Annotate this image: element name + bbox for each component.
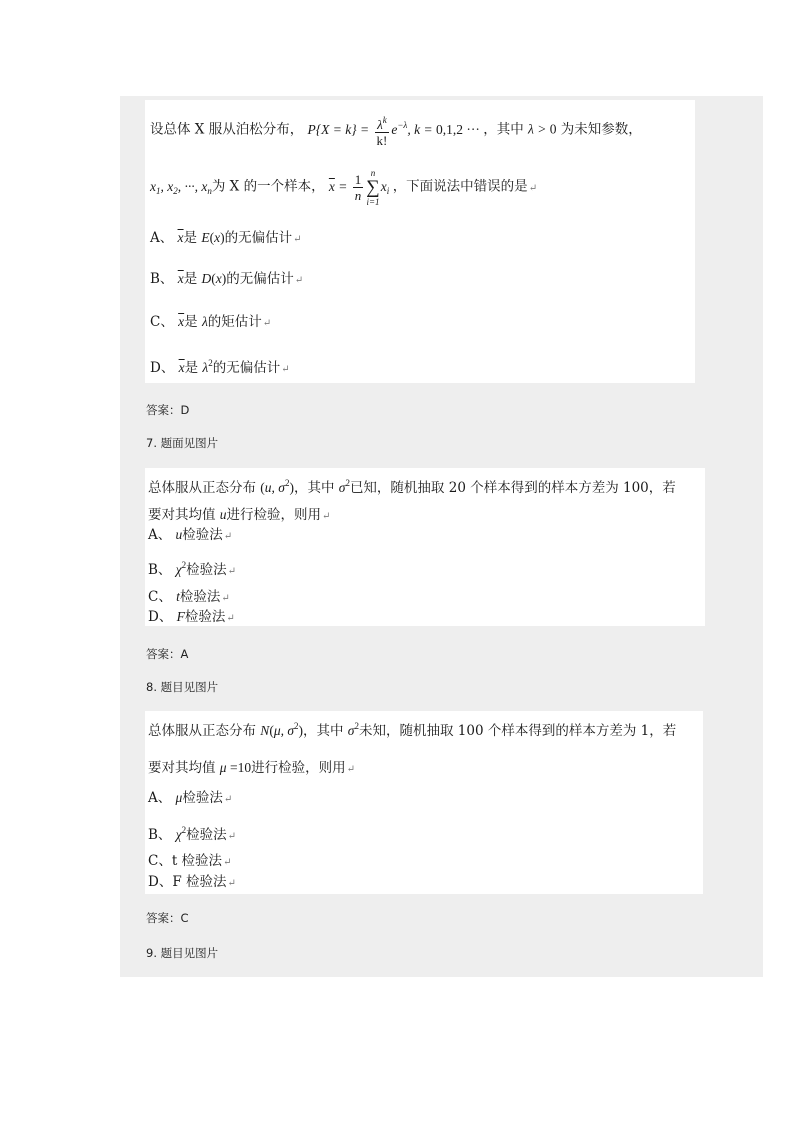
q6-stem-text-d: 为 X 的一个样本，: [211, 178, 325, 195]
return-mark-icon: ↵: [227, 566, 237, 577]
return-mark-icon: ↵: [223, 531, 233, 542]
option-prefix: D、: [150, 360, 175, 376]
q6-sample-vars: $x_1$, $x_2$, ···, $x_n$: [150, 178, 212, 196]
q6-stem-text-a: 设总体 X 服从泊松分布，: [150, 121, 304, 138]
option-prefix: A、: [148, 527, 172, 543]
option-text: 检验法: [186, 562, 227, 578]
q7-sigma-squared: $\sigma^2$: [338, 478, 350, 495]
q6-lambda-cond: λ > 0: [528, 121, 557, 137]
option-text: 是: [184, 360, 199, 376]
math-xbar: $\overline{x}$: [178, 314, 185, 329]
math-xbar: $\overline{x}$: [177, 271, 184, 286]
option-text: t 检验法: [171, 853, 223, 869]
q9-title: 9. 题目见图片: [146, 946, 219, 960]
q8-stem-text: ，其中: [303, 723, 344, 739]
q7-stem-text: ，其中: [293, 480, 335, 496]
q7-stem-text: 已知，随机抽取 20 个样本得到的样本方差为 100，若: [349, 480, 676, 496]
return-mark-icon: ↵: [262, 318, 272, 329]
q7-dist-params: (u, $\sigma^2$): [260, 478, 294, 495]
option-prefix: B、: [148, 562, 172, 578]
q7-option-b: [148, 556, 236, 581]
q6-stem-line-1: [150, 113, 642, 148]
math-mu: μ: [175, 790, 183, 805]
q8-option-a: [148, 789, 232, 809]
q7-stem-text: 总体服从正态分布: [148, 480, 256, 496]
option-text: 是: [184, 314, 198, 330]
option-prefix: A、: [150, 230, 174, 246]
q6-option-a: [150, 229, 301, 249]
q8-option-c: [148, 852, 231, 872]
option-prefix: C、: [148, 589, 172, 605]
option-prefix: C、: [148, 853, 172, 869]
return-mark-icon: ↵: [223, 794, 233, 805]
return-mark-icon: ↵: [528, 182, 538, 194]
q8-stem-line-1: [148, 717, 676, 740]
return-mark-icon: ↵: [227, 878, 236, 889]
q7-option-a: [148, 526, 232, 546]
q8-mean-test-value: μ =10: [219, 760, 252, 775]
option-prefix: D、: [148, 609, 173, 625]
q7-option-c: [148, 588, 230, 608]
math-chi-squared: $\chi^2$: [175, 825, 187, 842]
option-text: F 检验法: [172, 874, 227, 890]
option-text: 是: [183, 230, 198, 246]
option-text: 检验法: [182, 790, 223, 806]
return-mark-icon: ↵: [322, 511, 331, 522]
q6-stem-line-2: [150, 168, 537, 207]
return-mark-icon: ↵: [223, 857, 232, 868]
return-mark-icon: ↵: [226, 613, 235, 624]
q8-sigma-squared: $\sigma^2$: [347, 721, 359, 738]
math-lambda: λ: [201, 314, 208, 329]
option-text: 的无偏估计: [212, 360, 281, 376]
q6-answer: 答案：D: [146, 403, 190, 417]
math-chi-squared: $\chi^2$: [175, 560, 187, 577]
return-mark-icon: ↵: [281, 364, 290, 375]
q7-stem-line-2: [148, 506, 330, 526]
q8-stem-text: 要对其均值: [148, 760, 216, 776]
option-text: 检验法: [179, 589, 221, 605]
q8-option-b: [148, 821, 236, 846]
option-prefix: C、: [150, 314, 174, 330]
q8-answer: 答案：C: [146, 911, 189, 925]
option-prefix: B、: [150, 271, 174, 287]
q8-stem-line-2: [148, 759, 355, 779]
option-prefix: D、: [148, 874, 173, 890]
q8-dist-params: N(μ, $\sigma^2$): [260, 721, 303, 738]
option-text: 的无偏估计: [224, 230, 293, 246]
q7-stem-line-1: [148, 474, 676, 497]
return-mark-icon: ↵: [293, 234, 302, 245]
return-mark-icon: ↵: [294, 275, 304, 286]
q6-option-d: [150, 354, 290, 379]
option-text: 检验法: [182, 527, 223, 543]
math-xbar: $\overline{x}$: [178, 360, 185, 375]
q6-stem-text-c: 为未知参数，: [560, 121, 642, 138]
math-u: u: [175, 527, 183, 542]
return-mark-icon: ↵: [346, 764, 355, 775]
math-variance: D(x): [201, 271, 227, 286]
q7-mean-symbol: u: [219, 507, 227, 522]
q7-answer: 答案：A: [146, 647, 189, 661]
q8-option-d: [148, 873, 236, 893]
q6-option-c: [150, 313, 271, 333]
q8-stem-text: 进行检验，则用: [251, 760, 346, 776]
q8-title: 8. 题目见图片: [146, 680, 219, 694]
q7-stem-text: 进行检验，则用: [226, 507, 322, 523]
math-xbar: $\overline{x}$: [177, 230, 184, 245]
math-expectation: E(x): [201, 230, 225, 245]
option-prefix: B、: [148, 827, 172, 843]
option-text: 检验法: [184, 609, 226, 625]
q6-option-b: [150, 270, 303, 290]
q7-option-d: [148, 608, 235, 628]
return-mark-icon: ↵: [227, 831, 237, 842]
math-t: t: [176, 589, 180, 604]
return-mark-icon: ↵: [221, 593, 230, 604]
option-text: 检验法: [186, 827, 227, 843]
math-lambda-squared: $\lambda^2$: [202, 358, 213, 375]
q8-stem-text: 总体服从正态分布: [148, 723, 256, 739]
option-text: 的矩估计: [207, 314, 262, 330]
option-text: 的无偏估计: [226, 271, 294, 287]
option-text: 是: [183, 271, 198, 287]
q7-stem-text: 要对其均值: [148, 507, 216, 523]
q6-stem-text-e: ，下面说法中错误的是: [392, 178, 528, 195]
math-f: F: [176, 609, 185, 624]
q6-stem-text-b: ，其中: [483, 121, 524, 138]
q8-stem-text: 未知，随机抽取 100 个样本得到的样本方差为 1，若: [358, 723, 677, 739]
q6-poisson-formula: P{X = k} = $\frac{\lambda^k}{k!}$ $e^{-\lambda}$, k = 0,1,2 ···: [307, 115, 480, 148]
option-prefix: A、: [148, 790, 172, 806]
q7-title: 7. 题面见图片: [146, 436, 219, 450]
q6-mean-formula: $\overline{x}$ = $\frac{1}{n}$ n ∑ $i=1x_i$: [328, 168, 390, 207]
